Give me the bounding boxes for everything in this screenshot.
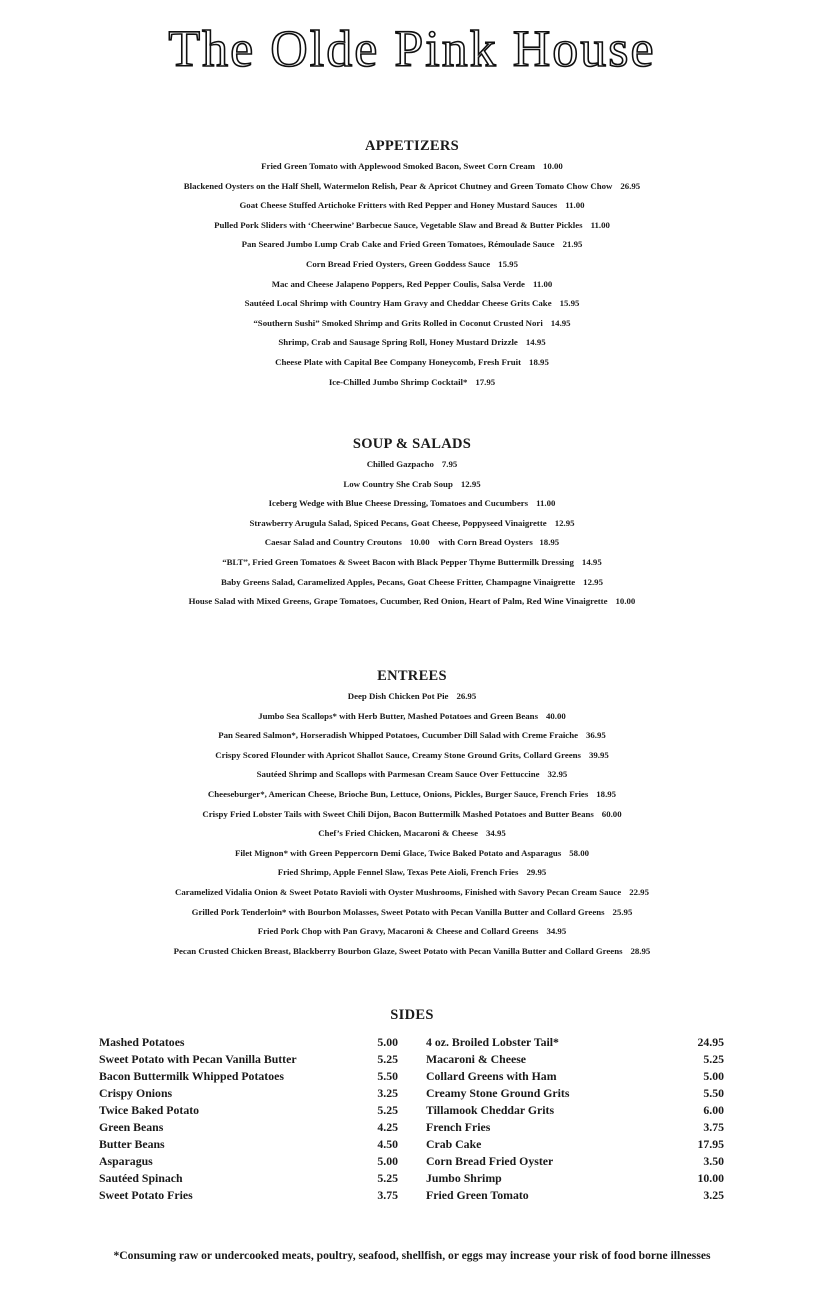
menu-item-price: 29.95	[526, 867, 547, 878]
side-item	[426, 1170, 724, 1187]
entrees-heading: ENTREES	[377, 668, 447, 684]
menu-item	[0, 687, 824, 707]
side-item-price: 5.25	[377, 1052, 398, 1066]
footnote: *Consuming raw or undercooked meats, poultry, seafood, shellfish, or eggs may increase your risk of food borne illnesses	[113, 1249, 711, 1262]
side-item-price: 3.50	[703, 1154, 724, 1168]
side-item-price: 24.95	[697, 1035, 724, 1049]
menu-item	[0, 765, 824, 785]
menu-item	[0, 314, 824, 334]
menu-item-price: 10.00 with Corn Bread Oysters 18.95	[409, 537, 560, 548]
menu-item	[0, 216, 824, 236]
side-item-price: 5.00	[703, 1069, 724, 1083]
side-item	[426, 1068, 724, 1085]
side-item	[426, 1136, 724, 1153]
menu-item	[0, 533, 824, 553]
menu-item-name: House Salad with Mixed Greens, Grape Tomatoes, Cucumber, Red Onion, Heart of Palm, Red Wine Vinaigrette	[188, 596, 608, 607]
side-item-name: Collard Greens with Ham	[426, 1069, 557, 1083]
side-item-price: 4.25	[377, 1120, 398, 1134]
sides-right-column	[426, 1034, 724, 1204]
sides-section	[0, 1004, 824, 1026]
entrees-list	[0, 687, 824, 961]
sides-left-column	[99, 1034, 398, 1204]
side-item-name: Asparagus	[99, 1154, 153, 1168]
menu-item-price: 60.00	[601, 808, 622, 819]
menu-item	[0, 863, 824, 883]
menu-item	[0, 494, 824, 514]
menu-item-price: 22.95	[629, 886, 649, 897]
menu-item-price: 7.95	[441, 459, 458, 469]
soup-salads-section	[0, 433, 824, 612]
sides-table	[0, 1034, 824, 1204]
side-item-name: Creamy Stone Ground Grits	[426, 1086, 570, 1100]
appetizers-heading: APPETIZERS	[364, 138, 460, 154]
menu-item-name: Grilled Pork Tenderloin* with Bourbon Molasses, Sweet Potato with Pecan Vanilla Butter and Collard Greens	[191, 906, 605, 917]
menu-item-name: Deep Dish Chicken Pot Pie	[347, 691, 449, 701]
menu-item-name: Pan Seared Jumbo Lump Crab Cake and Fried Green Tomatoes, Rémoulade Sauce	[241, 239, 555, 250]
side-item	[99, 1085, 398, 1102]
side-item-name: Sweet Potato with Pecan Vanilla Butter	[99, 1052, 297, 1066]
side-item	[99, 1119, 398, 1136]
menu-item	[0, 824, 824, 844]
menu-item	[0, 275, 824, 295]
menu-item-price: 17.95	[475, 376, 496, 387]
menu-item-price: 15.95	[498, 258, 518, 269]
menu-item-price: 11.00	[536, 498, 556, 509]
menu-item-price: 25.95	[612, 906, 633, 917]
menu-item-price: 26.95	[620, 180, 641, 191]
menu-item-price: 58.00	[569, 847, 590, 858]
menu-item-name: Cheeseburger*, American Cheese, Brioche Bun, Lettuce, Onions, Pickles, Burger Sauce, French Fries	[207, 788, 589, 799]
menu-item-price: 21.95	[562, 239, 583, 250]
side-item	[99, 1034, 398, 1051]
side-item-name: Jumbo Shrimp	[426, 1171, 502, 1185]
soup-salads-heading: SOUP & SALADS	[352, 436, 472, 452]
menu-item	[0, 805, 824, 825]
menu-item	[0, 235, 824, 255]
menu-item-name: Iceberg Wedge with Blue Cheese Dressing, Tomatoes and Cucumbers	[268, 498, 529, 509]
side-item	[426, 1034, 724, 1051]
side-item-price: 3.25	[377, 1086, 398, 1100]
side-item	[426, 1102, 724, 1119]
menu-item-name: Filet Mignon* with Green Peppercorn Demi Glace, Twice Baked Potato and Asparagus	[234, 847, 562, 858]
menu-item-price: 34.95	[546, 926, 567, 937]
side-item-name: French Fries	[426, 1120, 491, 1134]
menu-item	[0, 746, 824, 766]
menu-item-name: Ice-Chilled Jumbo Shrimp Cocktail*	[328, 376, 468, 387]
menu-item-name: Goat Cheese Stuffed Artichoke Fritters with Red Pepper and Honey Mustard Sauces	[239, 200, 558, 211]
side-item	[99, 1068, 398, 1085]
menu-item	[0, 726, 824, 746]
side-item-name: Crab Cake	[426, 1137, 482, 1151]
menu-item-price: 14.95	[550, 317, 571, 328]
side-item-price: 5.00	[377, 1035, 398, 1049]
menu-item	[0, 785, 824, 805]
menu-item-price: 10.00	[615, 596, 636, 607]
appetizers-section	[0, 135, 824, 392]
sides-heading: SIDES	[390, 1007, 434, 1023]
side-item-name: Green Beans	[99, 1120, 164, 1134]
appetizers-list	[0, 157, 824, 392]
menu-item	[0, 255, 824, 275]
menu-item-price: 18.95	[529, 356, 549, 367]
menu-item-price: 40.00	[546, 710, 566, 721]
menu-item	[0, 157, 824, 177]
menu-item	[0, 475, 824, 495]
menu-item	[0, 903, 824, 923]
side-item-name: Mashed Potatoes	[99, 1035, 185, 1049]
menu-item-price: 11.00	[590, 219, 610, 230]
menu-item	[0, 573, 824, 593]
menu-item-price: 26.95	[456, 691, 477, 701]
menu-item	[0, 844, 824, 864]
side-item-name: Fried Green Tomato	[426, 1188, 529, 1202]
menu-item-price: 34.95	[486, 828, 506, 839]
menu-item-name: Sautéed Local Shrimp with Country Ham Gravy and Cheddar Cheese Grits Cake	[244, 298, 552, 309]
side-item-price: 17.95	[697, 1137, 724, 1151]
side-item	[426, 1051, 724, 1068]
menu-item-name: Pulled Pork Sliders with ‘Cheerwine’ Barbecue Sauce, Vegetable Slaw and Bread & Butter Pickles	[214, 219, 583, 230]
menu-item-price: 18.95	[596, 788, 617, 799]
menu-item-name: Caramelized Vidalia Onion & Sweet Potato Ravioli with Oyster Mushrooms, Finished with Savory Pecan Cream Sauce	[175, 886, 622, 897]
side-item	[99, 1136, 398, 1153]
menu-item-name: Sautéed Shrimp and Scallops with Parmesan Cream Sauce Over Fettuccine	[256, 769, 540, 780]
side-item-price: 5.50	[703, 1086, 724, 1100]
soup-salads-list	[0, 455, 824, 612]
menu-item	[0, 592, 824, 612]
side-item-name: Macaroni & Cheese	[426, 1052, 527, 1066]
side-item-price: 3.25	[703, 1188, 724, 1202]
menu-item-name: Fried Shrimp, Apple Fennel Slaw, Texas Pete Aioli, French Fries	[277, 867, 519, 878]
menu-item	[0, 942, 824, 962]
menu-item-name: Crispy Scored Flounder with Apricot Shallot Sauce, Creamy Stone Ground Grits, Collard Greens	[215, 749, 581, 760]
menu-item-name: Mac and Cheese Jalapeno Poppers, Red Pepper Coulis, Salsa Verde	[271, 278, 525, 289]
menu-item-price: 32.95	[547, 769, 568, 780]
side-item	[99, 1051, 398, 1068]
menu-item-name: Caesar Salad and Country Croutons	[264, 537, 402, 548]
menu-item-name: Chef’s Fried Chicken, Macaroni & Cheese	[318, 828, 478, 839]
side-item	[99, 1102, 398, 1119]
menu-item-name: Cheese Plate with Capital Bee Company Honeycomb, Fresh Fruit	[275, 356, 522, 367]
side-item-price: 4.50	[377, 1137, 398, 1151]
menu-item-name: Blackened Oysters on the Half Shell, Watermelon Relish, Pear & Apricot Chutney and Green Tomato Chow Chow	[183, 180, 613, 191]
side-item-name: Bacon Buttermilk Whipped Potatoes	[99, 1069, 284, 1083]
menu-item-price: 12.95	[460, 478, 481, 489]
side-item-price: 5.00	[377, 1154, 398, 1168]
side-item	[426, 1153, 724, 1170]
menu-item	[0, 707, 824, 727]
menu-item	[0, 294, 824, 314]
menu-item	[0, 922, 824, 942]
menu-item-price: 36.95	[586, 730, 606, 741]
menu-item-price: 12.95	[583, 576, 603, 587]
restaurant-title: The Olde Pink House	[168, 21, 656, 78]
side-item-name: Corn Bread Fried Oyster	[426, 1154, 554, 1168]
side-item	[99, 1187, 398, 1204]
menu-item	[0, 177, 824, 197]
side-item-name: Twice Baked Potato	[99, 1103, 200, 1117]
menu-item	[0, 553, 824, 573]
side-item-price: 5.25	[377, 1103, 398, 1117]
side-item-price: 3.75	[377, 1188, 398, 1202]
menu-item	[0, 455, 824, 475]
side-item-price: 5.25	[377, 1171, 398, 1185]
side-item	[426, 1119, 724, 1136]
side-item-name: Sweet Potato Fries	[99, 1188, 193, 1202]
menu-item-name: Low Country She Crab Soup	[343, 478, 453, 489]
menu-item	[0, 883, 824, 903]
menu-item-name: Corn Bread Fried Oysters, Green Goddess Sauce	[306, 258, 491, 269]
menu-item	[0, 333, 824, 353]
side-item-name: Sautéed Spinach	[99, 1171, 183, 1185]
side-item-price: 5.50	[377, 1069, 398, 1083]
menu-item-name: Fried Green Tomato with Applewood Smoked Bacon, Sweet Corn Cream	[261, 161, 536, 171]
menu-item	[0, 353, 824, 373]
menu-item-name: “Southern Sushi” Smoked Shrimp and Grits Rolled in Coconut Crusted Nori	[253, 317, 543, 328]
side-item	[426, 1187, 724, 1204]
side-item	[99, 1170, 398, 1187]
menu-item-price: 10.00	[543, 161, 563, 171]
menu-item-price: 28.95	[630, 945, 651, 956]
menu-item-name: Chilled Gazpacho	[366, 459, 434, 469]
entrees-section	[0, 665, 824, 961]
side-item	[99, 1153, 398, 1170]
menu-item-price: 14.95	[525, 337, 546, 348]
menu-item-name: Strawberry Arugula Salad, Spiced Pecans, Goat Cheese, Poppyseed Vinaigrette	[249, 517, 547, 528]
menu-item	[0, 373, 824, 393]
side-item	[426, 1085, 724, 1102]
menu-item-name: Baby Greens Salad, Caramelized Apples, Pecans, Goat Cheese Fritter, Champagne Vinaigrette	[221, 576, 576, 587]
menu-item-name: Shrimp, Crab and Sausage Spring Roll, Honey Mustard Drizzle	[278, 337, 518, 348]
menu-item-price: 14.95	[581, 556, 602, 567]
menu-item	[0, 514, 824, 534]
menu-item-price: 11.00	[565, 200, 585, 211]
menu-item-name: Fried Pork Chop with Pan Gravy, Macaroni & Cheese and Collard Greens	[257, 926, 539, 937]
menu-item	[0, 196, 824, 216]
side-item-price: 6.00	[703, 1103, 724, 1117]
side-item-name: Butter Beans	[99, 1137, 165, 1151]
side-item-price: 3.75	[703, 1120, 724, 1134]
menu-item-price: 39.95	[588, 749, 609, 760]
menu-item-name: “BLT”, Fried Green Tomatoes & Sweet Bacon with Black Pepper Thyme Buttermilk Dressing	[222, 556, 574, 567]
menu-item-price: 12.95	[554, 517, 575, 528]
side-item-price: 10.00	[697, 1171, 724, 1185]
menu-item-name: Pan Seared Salmon*, Horseradish Whipped Potatoes, Cucumber Dill Salad with Creme Fraiche	[218, 730, 578, 741]
side-item-price: 5.25	[703, 1052, 724, 1066]
side-item-name: Tillamook Cheddar Grits	[426, 1103, 555, 1117]
side-item-name: 4 oz. Broiled Lobster Tail*	[426, 1035, 559, 1049]
side-item-name: Crispy Onions	[99, 1086, 173, 1100]
menu-item-name: Pecan Crusted Chicken Breast, Blackberry Bourbon Glaze, Sweet Potato with Pecan Vanilla Butter and Collard Greens	[173, 945, 623, 956]
menu-item-name: Jumbo Sea Scallops* with Herb Butter, Mashed Potatoes and Green Beans	[258, 710, 538, 721]
menu-item-price: 15.95	[559, 298, 580, 309]
menu-item-name: Crispy Fried Lobster Tails with Sweet Chili Dijon, Bacon Buttermilk Mashed Potatoes and Butter Beans	[202, 808, 594, 819]
menu-item-price: 11.00	[532, 278, 553, 289]
